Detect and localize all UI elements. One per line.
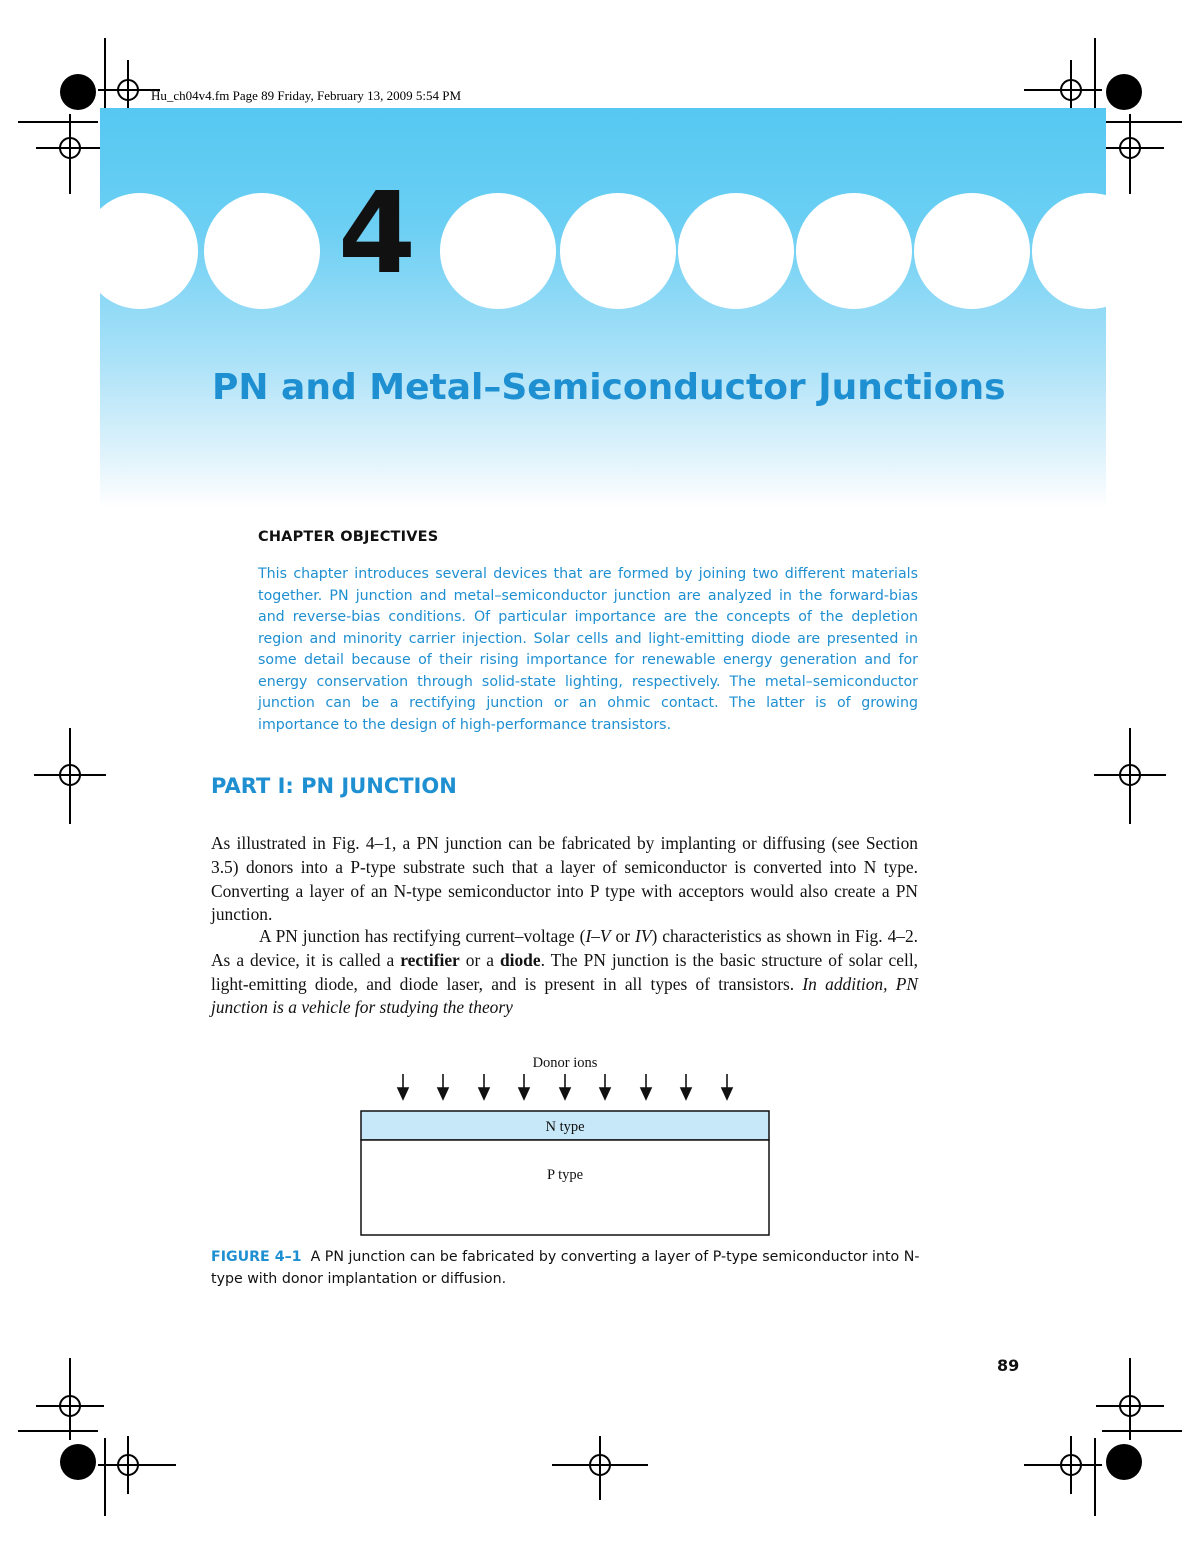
donor-arrows [398,1074,732,1099]
paragraph-text: ) characteristics as shown in Fig. 4–2. As a device, it is called a [211,926,919,970]
part-heading: PART I: PN JUNCTION [211,774,457,798]
paragraph-text: . The PN junction is the basic structure of solar cell, light-emitting diode, and diode laser, and is present in all types of transistors. [211,949,919,994]
page-number: 89 [997,1356,1020,1375]
chapter-title: PN and Metal–Semiconductor Junctions [212,367,1006,408]
n-type-label: N type [545,1119,585,1135]
term-diode: diode [499,949,541,970]
p-type-substrate [361,1140,769,1235]
objectives-heading: CHAPTER OBJECTIVES [258,529,439,545]
file-slug: Hu_ch04v4.fm Page 89 Friday, February 13, 2009 5:54 PM [151,88,462,103]
figure-caption-text: A PN junction can be fabricated by converting a layer of P-type semiconductor into N-type with donor implantation or diffusion. [211,1249,920,1287]
iv-term: IV [635,926,652,946]
body-paragraph-1: As illustrated in Fig. 4–1, a PN junction can be fabricated by implanting or diffusing (see Section 3.5) donors into a P-type substrate such that a layer of semiconductor is converted into N type. Converting a layer of an N-type semiconductor into P type with acceptors would also create a PN junction. [211,833,918,925]
italic-sentence: In addition, PN junction is a vehicle for studying the theory [211,973,918,1018]
chapter-number: 4 [338,169,416,299]
objectives-text: This chapter introduces several devices that are formed by joining two different materials together. PN junction and metal–semiconductor junction are analyzed in the forward-bias and reverse-bias conditions. Of particular importance are the concepts of the depletion region and minority carrier injection. Solar cells and light-emitting diode are presented in some detail because of their rising importance for renewable energy generation and for energy conservation through solid-state lighting, respectively. The metal–semiconductor junction can be a rectifying junction or an ohmic contact. The latter is of growing importance to the design of high-performance transistors. [258,566,918,733]
iv-term: I–V [585,926,611,946]
figure-caption [211,1246,921,1290]
donor-ions-label: Donor ions [532,1055,598,1071]
term-rectifier: rectifier [400,949,460,970]
figure-caption-label: FIGURE 4–1 [211,1249,302,1265]
paragraph-text: A PN junction has rectifying current–voltage ( [259,926,586,946]
paragraph-text: or a [459,949,500,970]
p-type-label: P type [546,1167,584,1183]
paragraph-text: or [610,926,636,946]
